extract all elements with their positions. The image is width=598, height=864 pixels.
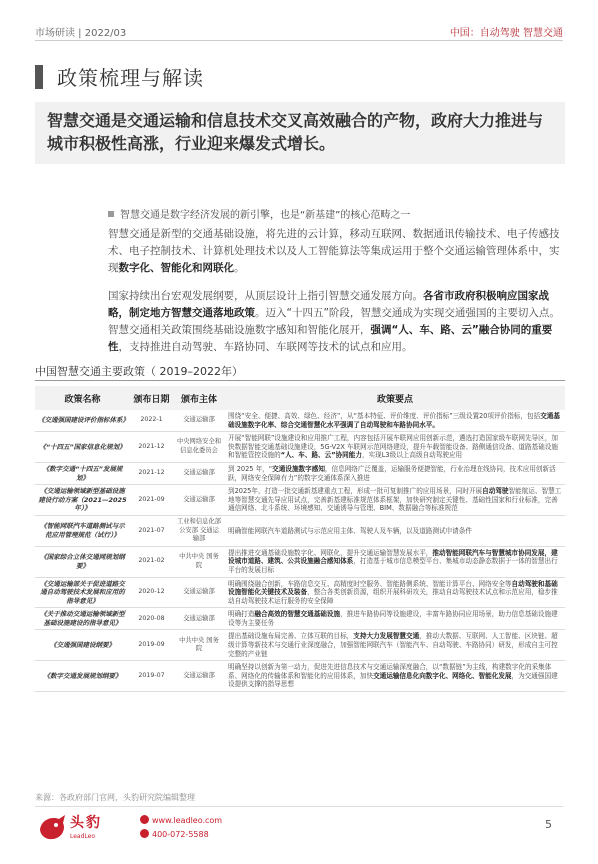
- key-points-text: ，为交通强国建设提供支撑的指导思想: [228, 671, 558, 689]
- key-points-highlight: 自动驾驶: [482, 487, 509, 496]
- footer-website[interactable]: [140, 815, 222, 825]
- table-row: [35, 608, 565, 630]
- key-points-text: ，推动大数据、互联网、人工智能、区块链、超级计算等新技术与交通行业深度融合，加强智能网联汽车（智能汽车、自动驾驶、车路协同）研发，形成自主可控完整的产业链: [228, 632, 558, 658]
- paragraph-2-bold-1: 各省市政府积极响应国家战略，制定地方智慧交通落地政策: [108, 290, 549, 319]
- header-policy-name: 政策名称: [35, 386, 130, 410]
- paragraph-1: [108, 226, 566, 277]
- cell-policy-name: 《“十四五”国家信息化规划》: [35, 432, 130, 463]
- key-points-text: 提出推进交通基础设施数字化、网联化，提升交通运输智慧发展水平，: [228, 548, 433, 557]
- cell-date: 2020-12: [130, 577, 173, 608]
- cell-issuer: 交通运输部: [173, 661, 225, 692]
- logo-name: 头豹: [70, 815, 102, 831]
- cell-key-points: [225, 546, 565, 577]
- cell-key-points: [225, 661, 565, 692]
- cell-issuer: 中共中央 国务院: [173, 546, 225, 577]
- cell-issuer: 交通运输部: [173, 462, 225, 484]
- cell-date: 2019-07: [130, 661, 173, 692]
- section-title: 政策梳理与解读: [57, 66, 204, 90]
- paragraph-2-text-3: ，支持推进自动驾驶、车路协同、车联网等技术的试点和应用。: [118, 341, 413, 353]
- phone-icon: [140, 829, 149, 838]
- cell-date: 2020-08: [130, 608, 173, 630]
- key-points-highlight: 交通设施数字感知: [272, 464, 325, 473]
- cell-key-points: [225, 608, 565, 630]
- paragraph-1-text-1: 智慧交通是新型的交通基础设施，将先进的云计算，移动互联网、数据通讯传输技术、电子传感技术、电子控制技术、计算机处理技术以及人工智能算法等集成运用于整个交通运输管理体系中，实现: [108, 228, 560, 274]
- key-points-highlight: “人、车、路、云”协同能力: [280, 451, 362, 460]
- paragraph-1-bold-1: 数字化、智能化和网联化: [118, 262, 234, 274]
- cell-policy-name: 《交通运输领域新型基础设施建设行动方案（2021—2025年）》: [35, 485, 130, 516]
- table-row: [35, 661, 565, 692]
- cell-issuer: 工业和信息化部 公安部 交通运输部: [173, 515, 225, 546]
- paragraph-2: [108, 288, 566, 356]
- phone-text: 400-072-5588: [152, 830, 209, 839]
- cell-date: 2021-12: [130, 462, 173, 484]
- table-row: [35, 410, 565, 432]
- table-row: [35, 577, 565, 608]
- cell-policy-name: 《智能网联汽车道路测试与示范应用管理规范（试行）》: [35, 515, 130, 546]
- paragraph-1-text-2: 。: [234, 262, 245, 274]
- cell-date: 2021-02: [130, 546, 173, 577]
- cell-date: 2021-12: [130, 432, 173, 463]
- table-row: [35, 546, 565, 577]
- key-points-text: 明确打造: [228, 610, 255, 619]
- cell-key-points: [225, 630, 565, 661]
- key-points-text: 提出基础设施布局完善、立体互联的目标，: [228, 632, 354, 641]
- cell-key-points: [225, 462, 565, 484]
- footer-divider: [35, 806, 563, 807]
- cell-policy-name: 《交通强国建设评价指标体系》: [35, 410, 130, 432]
- cell-issuer: 中共中央 国务院: [173, 630, 225, 661]
- table-row: [35, 462, 565, 484]
- bullet-square-icon: [108, 211, 114, 217]
- key-points-text: 明确围绕融合创新，车路信息交互、高精度时空服务、智能路侧系统、智能计算平台、网络安全等: [228, 579, 512, 588]
- cell-policy-name: 《交通运输部关于促进道路交通自动驾驶技术发展和应用的指导意见》: [35, 577, 130, 608]
- cell-policy-name: 《关于推动交通运输领域新型基础设施建设的指导意见》: [35, 608, 130, 630]
- key-points-text: 到2025年，打造一批交通新基建重点工程，形成一批可复制推广的应用场景，同时开展: [228, 487, 483, 496]
- key-points-text: ，推进车路协同等设施建设，丰富车路协同应用场景，助力信息基础设施建设等为主要任务: [228, 610, 558, 627]
- key-points-highlight: 自动驾驶和基础设施智能化关键技术及装备: [228, 579, 558, 597]
- key-points-text: 智能航运、智慧工地等智慧交通先导应用试点，完善新基建标准规范体系框架，加快研究制定关键性、基础性国家和行业标准，完善通信网络、北斗系统、环境感知、交通诱导与管理、BIM、数据融合等标准规范: [228, 487, 562, 513]
- header-date: 颁布日期: [130, 386, 173, 410]
- cell-key-points: [225, 485, 565, 516]
- header-left: 市场研读 | 2022/03: [35, 28, 127, 39]
- globe-icon: [140, 815, 149, 824]
- key-points-text: 围绕“安全、便捷、高效、绿色、经济”，从“基本特征、评价维度、评价指标”三级设置20项评价指标，包括: [228, 412, 541, 420]
- key-points-text: 明确智能网联汽车道路测试与示范应用主体、驾驶人及车辆，以及道路测试申请条件: [228, 526, 472, 535]
- policy-table: [35, 386, 565, 692]
- website-text: www.leadleo.com: [152, 816, 223, 825]
- paragraph-2-text-2: 。迈入“十四五”阶段，智慧交通成为实现交通强国的主要切入点。智慧交通相关政策围绕基础设施数字感知和智能化展开，: [108, 307, 560, 336]
- key-points-text: ，打造基于城市信息模型平台、集城市动态静态数据于一体的智慧出行平台的发展目标: [228, 557, 558, 574]
- table-row: [35, 630, 565, 661]
- cell-issuer: 中央网络安全和信息化委员会: [173, 432, 225, 463]
- header-key-points: 政策要点: [225, 386, 565, 410]
- cell-date: 2021-09: [130, 485, 173, 516]
- key-points-highlight: 交通运输信息化向数字化、网络化、智能化发展: [373, 671, 512, 680]
- source-note: 来源：各政府部门官网，头豹研究院编辑整理: [35, 793, 195, 802]
- table-row: [35, 485, 565, 516]
- footer-phone: [140, 829, 209, 839]
- paragraph-2-bold-2: 强调“人、车、路、云”融合协同的重要性: [108, 324, 553, 353]
- bullet-text: 智慧交通是数字经济发展的新引擎，也是“新基建”的核心范畴之一: [120, 210, 411, 221]
- bullet-heading: [108, 206, 410, 221]
- header-right: 中国：自动驾驶 智慧交通: [449, 28, 563, 39]
- table-header-row: [35, 386, 565, 410]
- cell-issuer: 交通运输部: [173, 577, 225, 608]
- cell-policy-name: 《交通强国建设纲要》: [35, 630, 130, 661]
- key-points-highlight: 支持大力发展智慧交通: [353, 632, 420, 641]
- summary-banner: 智慧交通是交通运输和信息技术交叉高效融合的产物，政府大力推进与城市积极性高涨，行业迎来爆发式增长。: [35, 102, 565, 164]
- key-points-text: ，信息网络广泛覆盖，运输服务便捷智能，行业治理在线协同，技术应用创新活跃，网络安全保障有力”的数字交通体系深入推进: [228, 464, 556, 482]
- key-points-highlight: 融合高效的智慧交通基础设施: [254, 610, 341, 619]
- key-points-highlight: 推动智能网联汽车与智慧城市协同发展，建设城市道路、建筑、公共设施融合感知体系: [228, 548, 558, 566]
- cell-issuer: 交通运输部: [173, 410, 225, 432]
- cell-key-points: [225, 432, 565, 463]
- cell-key-points: [225, 410, 565, 432]
- cell-issuer: 交通运输部: [173, 485, 225, 516]
- cell-policy-name: 《数字交通“十四五”发展规划》: [35, 462, 130, 484]
- cell-policy-name: 《数字交通发展规划纲要》: [35, 661, 130, 692]
- table-row: [35, 515, 565, 546]
- cell-key-points: [225, 515, 565, 546]
- key-points-text: ，整合各类创新资源，组织开展科研攻关，推动自动驾驶技术试点和示范应用，稳步推动自动驾驶技术运行服务的安全保障: [228, 588, 558, 605]
- section-heading: [35, 62, 204, 91]
- leadleo-logo-icon: [35, 810, 69, 844]
- header-issuer: 颁布主体: [173, 386, 225, 410]
- cell-key-points: [225, 577, 565, 608]
- cell-policy-name: 《国家综合立体交通网规划纲要》: [35, 546, 130, 577]
- key-points-text: 明确坚持以创新为第一动力，促进先进信息技术与交通运输深度融合，以“数据链”为主线，构建数字化的采集体系、网络化的传输体系和智能化的应用体系，加快: [228, 663, 552, 680]
- cell-date: 2021-07: [130, 515, 173, 546]
- key-points-text: 到 2025 年，“: [228, 464, 273, 473]
- cell-date: 2022-1: [130, 410, 173, 432]
- cell-issuer: 交通运输部: [173, 608, 225, 630]
- section-marker: [35, 65, 43, 89]
- paragraph-2-text-1: 国家持续出台宏观发展纲要，从顶层设计上指引智慧交通发展方向。: [108, 290, 423, 302]
- key-points-text: ，实现L3级以上高级自动驾驶应用: [361, 451, 463, 460]
- header-divider: [35, 40, 563, 41]
- key-points-text: 开展“智能网联”设施建设和应用推广工程，内容包括开展车联网应用创新示范，遴选打造国家级车联网先导区，加快数据智能交通基础设施建设，5G-V2X 车联网示范网络建设，提升车载智能设备、路侧通信设备、道路基础设施和智能管控设施的: [228, 434, 558, 460]
- table-row: [35, 432, 565, 463]
- key-points-highlight: 交通基础设施数字化率、综合交通智慧化水平强调了自动驾驶和车路协同水平。: [228, 412, 560, 429]
- table-title-divider: [35, 380, 565, 381]
- table-title: 中国智慧交通主要政策（ 2019–2022年）: [35, 365, 243, 378]
- cell-date: 2019-09: [130, 630, 173, 661]
- page-number: 5: [545, 818, 552, 831]
- logo-subtitle: LeadLeo: [70, 833, 96, 840]
